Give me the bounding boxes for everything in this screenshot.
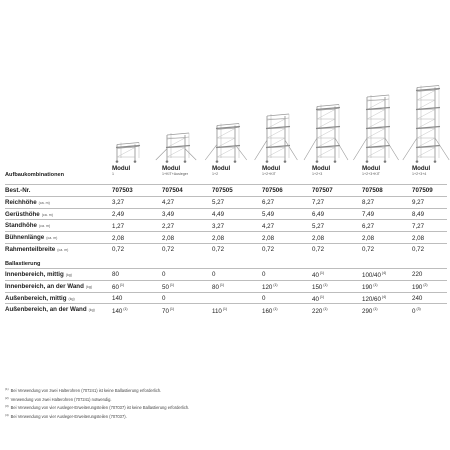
cell-value: 40 [312, 295, 319, 303]
row-unit: (kg) [88, 308, 95, 313]
table-cell [262, 246, 274, 253]
table-cell [412, 271, 422, 278]
cell-value: 707504 [162, 187, 183, 195]
cell-value: 2,49 [112, 210, 125, 218]
row-label-text: Rahmenteilbreite [5, 246, 56, 253]
table-cell [412, 295, 422, 302]
column-header [312, 165, 354, 176]
cell-value: 190 [362, 284, 373, 292]
table-cell [262, 295, 265, 302]
table-cell [112, 307, 127, 315]
table-cell [312, 199, 324, 206]
column-header [162, 165, 204, 176]
column-module-sub: 1+2+3 [312, 172, 323, 176]
footnote-marker: (1) [373, 306, 378, 311]
row-label [5, 222, 50, 229]
cell-value: 4,27 [162, 199, 175, 207]
cell-value: 0 [212, 271, 216, 279]
table-cell [262, 307, 277, 315]
footnote-marker: (1) [169, 283, 175, 288]
table-cell [212, 246, 224, 253]
tower-illustrations [0, 82, 450, 164]
column-module-label: Modul [312, 165, 331, 172]
table-cell [162, 223, 174, 230]
table-cell [312, 283, 327, 291]
cell-value: 0 [262, 294, 266, 302]
footnote-marker: (1) [119, 283, 125, 288]
row-unit: (ca. m) [57, 248, 69, 252]
footnote-marker: (1) [169, 306, 175, 311]
row-label [5, 234, 57, 241]
cell-value: 0,72 [412, 246, 425, 254]
footnote-marker: (4) [381, 271, 387, 276]
cell-value: 0,72 [162, 246, 175, 254]
row-label [5, 211, 53, 218]
row-label-text: Standhöhe [5, 222, 37, 230]
table-cell [162, 307, 174, 315]
table-cell [262, 271, 265, 278]
table-cell [412, 211, 424, 218]
cell-value: 190 [412, 284, 423, 292]
row-label [5, 306, 95, 313]
column-module-sub: 1 [112, 172, 114, 176]
footnote-number: (3) [5, 404, 9, 409]
row-unit: (ca. m) [41, 212, 53, 217]
cell-value: 0 [162, 271, 166, 279]
column-module-label: Modul [412, 165, 431, 172]
footnote [5, 395, 445, 404]
table-cell [162, 187, 183, 194]
table-cell [362, 307, 377, 315]
footnote-marker: (3) [416, 306, 421, 311]
footnote-marker: (4) [381, 294, 387, 299]
table-cell [262, 283, 277, 291]
row-label-text: Bühnenlänge [5, 234, 45, 242]
table-cell [412, 246, 424, 253]
section-title-aufbau: Aufbaukombinationen [5, 172, 65, 178]
footnote-marker: (1) [273, 306, 278, 311]
footnote-marker: (1) [273, 283, 278, 288]
cell-value: 6,49 [312, 210, 325, 218]
footnote-marker: (1) [219, 283, 225, 288]
cell-value: 2,08 [362, 234, 375, 242]
table-cell [362, 235, 374, 242]
cell-value: 3,49 [162, 210, 175, 218]
table-cell [262, 199, 274, 206]
table-cell [312, 223, 324, 230]
table-cell [162, 235, 174, 242]
table-cell [362, 223, 374, 230]
column-header [262, 165, 304, 176]
cell-value: 7,27 [412, 222, 425, 230]
table-cell [112, 187, 133, 194]
table-cell [162, 199, 174, 206]
table-cell [362, 199, 374, 206]
table-cell [312, 295, 324, 303]
cell-value: 3,27 [212, 222, 225, 230]
cell-value: 2,08 [112, 234, 125, 242]
table-cell [162, 283, 174, 291]
table-cell [412, 223, 424, 230]
table-cell [412, 187, 433, 194]
table-cell [312, 187, 333, 194]
cell-value: 0 [412, 307, 416, 315]
table-cell [312, 307, 327, 315]
table-cell [112, 223, 124, 230]
row-unit: (ca. m) [38, 200, 50, 205]
scaffold-towers-image [0, 82, 450, 164]
section-title-ballast: Ballastierung [5, 261, 41, 267]
column-module-label: Modul [162, 165, 181, 172]
row-label-text: Innenbereich, an der Wand [5, 282, 84, 290]
cell-value: 0,72 [362, 246, 375, 254]
cell-value: 4,49 [212, 210, 225, 218]
footnote-number: (4) [5, 412, 9, 417]
cell-value: 2,08 [212, 234, 225, 242]
footnote-text: Bei Verwendung von vier Ausleger-Erweiterungsteilen (707037) ist keine Ballastierung erforderlich. [10, 405, 190, 411]
footnote-text: Verwendung von zwei Halterohren (707241) notwendig. [10, 396, 112, 402]
row-label [5, 246, 68, 253]
column-module-sub: 1+2 [212, 172, 219, 176]
cell-value: 2,08 [312, 234, 325, 242]
cell-value: 8,49 [412, 210, 425, 218]
table-cell [362, 295, 386, 303]
table-cell [262, 223, 274, 230]
row-label-text: Außenbereich, an der Wand [5, 306, 87, 314]
column-module-sub: 1+2+3+4 [412, 172, 427, 176]
cell-value: 5,27 [312, 222, 325, 230]
footnote-number: (1) [5, 387, 9, 391]
cell-value: 0,72 [212, 246, 225, 254]
footnote-marker: (1) [123, 306, 128, 311]
cell-value: 2,27 [162, 222, 175, 230]
cell-value: 707505 [212, 187, 233, 195]
cell-value: 6,27 [362, 222, 375, 230]
column-module-sub: 1+KIT+Ausleger [162, 172, 188, 176]
table-cell [312, 246, 324, 253]
scaffold-tower-icon [116, 143, 140, 163]
cell-value: 120/60 [362, 295, 381, 303]
row-label [5, 271, 72, 278]
row-label-text: Best.-Nr. [5, 187, 31, 194]
column-module-label: Modul [262, 165, 281, 172]
footnote [5, 412, 445, 421]
column-header [412, 165, 450, 176]
footnote-marker: (1) [323, 283, 328, 288]
cell-value: 5,27 [212, 199, 225, 207]
cell-value: 100/40 [362, 272, 381, 280]
cell-value: 150 [312, 284, 323, 292]
cell-value: 4,27 [262, 222, 275, 230]
cell-value: 8,27 [362, 199, 375, 207]
table-cell [212, 307, 227, 315]
table-cell [212, 187, 233, 194]
cell-value: 220 [312, 307, 323, 315]
table-cell [112, 283, 124, 291]
table-cell [162, 271, 165, 278]
row-label [5, 283, 92, 290]
cell-value: 220 [412, 271, 423, 279]
table-cell [412, 199, 424, 206]
footnote-marker: (2) [423, 283, 428, 288]
cell-value: 0,72 [112, 246, 125, 254]
table-cell [112, 211, 124, 218]
table-cell [112, 246, 124, 253]
footnote-marker: (1) [222, 306, 228, 311]
cell-value: 290 [362, 307, 373, 315]
table-cell [362, 271, 386, 279]
footnote [5, 386, 445, 395]
cell-value: 707507 [312, 187, 333, 195]
table-cell [212, 235, 224, 242]
table-cell [312, 235, 324, 242]
row-label [5, 199, 50, 206]
row-unit: (ca. m) [46, 236, 58, 241]
table-row [5, 303, 447, 316]
cell-value: 160 [262, 307, 273, 315]
row-unit: (kg) [68, 296, 75, 301]
cell-value: 1,27 [112, 222, 125, 230]
cell-value: 40 [312, 272, 319, 280]
table-cell [412, 235, 424, 242]
column-module-label: Modul [212, 165, 231, 172]
column-module-label: Modul [112, 165, 131, 172]
footnote-text: Bei Verwendung von vier Ausleger-Erweiterungsteilen (707037). [10, 413, 127, 419]
column-module-label: Modul [362, 165, 381, 172]
column-module-sub: 1+2+3+KIT [362, 172, 380, 176]
cell-value: 140 [112, 294, 123, 302]
row-unit: (kg) [85, 284, 93, 289]
cell-value: 5,49 [262, 210, 275, 218]
column-header [112, 165, 154, 176]
cell-value: 2,08 [162, 234, 175, 242]
table-cell [262, 235, 274, 242]
table-cell [312, 271, 324, 279]
footnote-marker: (1) [319, 271, 325, 276]
row-label-text: Gerüsthöhe [5, 210, 40, 218]
cell-value: 240 [412, 294, 423, 302]
table-cell [212, 223, 224, 230]
cell-value: 2,08 [262, 234, 275, 242]
cell-value: 2,08 [412, 234, 425, 242]
cell-value: 0 [262, 271, 266, 279]
table-cell [162, 295, 165, 302]
cell-value: 0,72 [312, 246, 325, 254]
table-cell [212, 211, 224, 218]
cell-value: 6,27 [262, 199, 275, 207]
column-module-sub: 1+2+KIT [262, 172, 276, 176]
table-cell [162, 246, 174, 253]
column-header [212, 165, 254, 176]
row-unit: (kg) [65, 273, 72, 277]
scaffold-tower-icon [255, 114, 298, 163]
cell-value: 120 [262, 284, 273, 292]
table-cell [212, 199, 224, 206]
table-cell [112, 199, 124, 206]
footnote-text: Bei Verwendung von zwei Halterohren (707241) ist keine Ballastierung erforderlich. [10, 388, 162, 393]
table-cell [212, 283, 224, 291]
row-label [5, 295, 75, 302]
table-cell [412, 283, 427, 291]
footnote-marker: (1) [319, 294, 325, 299]
footnotes [5, 386, 445, 420]
cell-value: 0 [162, 294, 166, 302]
scaffold-tower-icon [353, 95, 398, 163]
cell-value: 9,27 [412, 199, 425, 207]
scaffold-tower-icon [403, 86, 449, 163]
scaffold-tower-icon [156, 133, 196, 163]
cell-value: 0,72 [262, 246, 275, 254]
cell-value: 70 [162, 307, 169, 315]
table-cell [112, 271, 119, 278]
table-cell [212, 271, 215, 278]
footnote-number: (2) [5, 395, 9, 400]
cell-value: 7,27 [312, 199, 325, 207]
table-cell [362, 283, 377, 291]
table-cell [162, 211, 174, 218]
table-cell [362, 187, 383, 194]
cell-value: 3,27 [112, 199, 125, 207]
row-label-text: Außenbereich, mittig [5, 294, 67, 302]
footnote [5, 403, 445, 412]
cell-value: 80 [112, 271, 119, 279]
table-cell [262, 187, 283, 194]
footnote-marker: (1) [373, 283, 378, 288]
cell-value: 50 [162, 284, 169, 292]
cell-value: 110 [212, 307, 222, 315]
column-header [362, 165, 404, 176]
scaffold-tower-icon [205, 124, 247, 163]
footnote-marker: (1) [323, 306, 328, 311]
table-cell [362, 211, 374, 218]
table-cell [112, 235, 124, 242]
table-row [5, 243, 447, 256]
cell-value: 7,49 [362, 210, 375, 218]
row-label-text: Innenbereich, mittig [5, 271, 64, 278]
table-cell [412, 307, 421, 315]
scaffold-tower-icon [304, 105, 348, 163]
cell-value: 707503 [112, 187, 133, 195]
cell-value: 707506 [262, 187, 283, 195]
cell-value: 707508 [362, 187, 383, 195]
cell-value: 60 [112, 284, 119, 292]
row-unit: (ca. m) [38, 224, 51, 229]
table-cell [112, 295, 122, 302]
table-cell [362, 246, 374, 253]
row-label [5, 187, 30, 194]
cell-value: 707509 [412, 187, 433, 195]
table-cell [312, 211, 324, 218]
cell-value: 80 [212, 284, 219, 292]
table-cell [262, 211, 274, 218]
row-label-text: Reichhöhe [5, 198, 37, 206]
cell-value: 140 [112, 307, 123, 315]
